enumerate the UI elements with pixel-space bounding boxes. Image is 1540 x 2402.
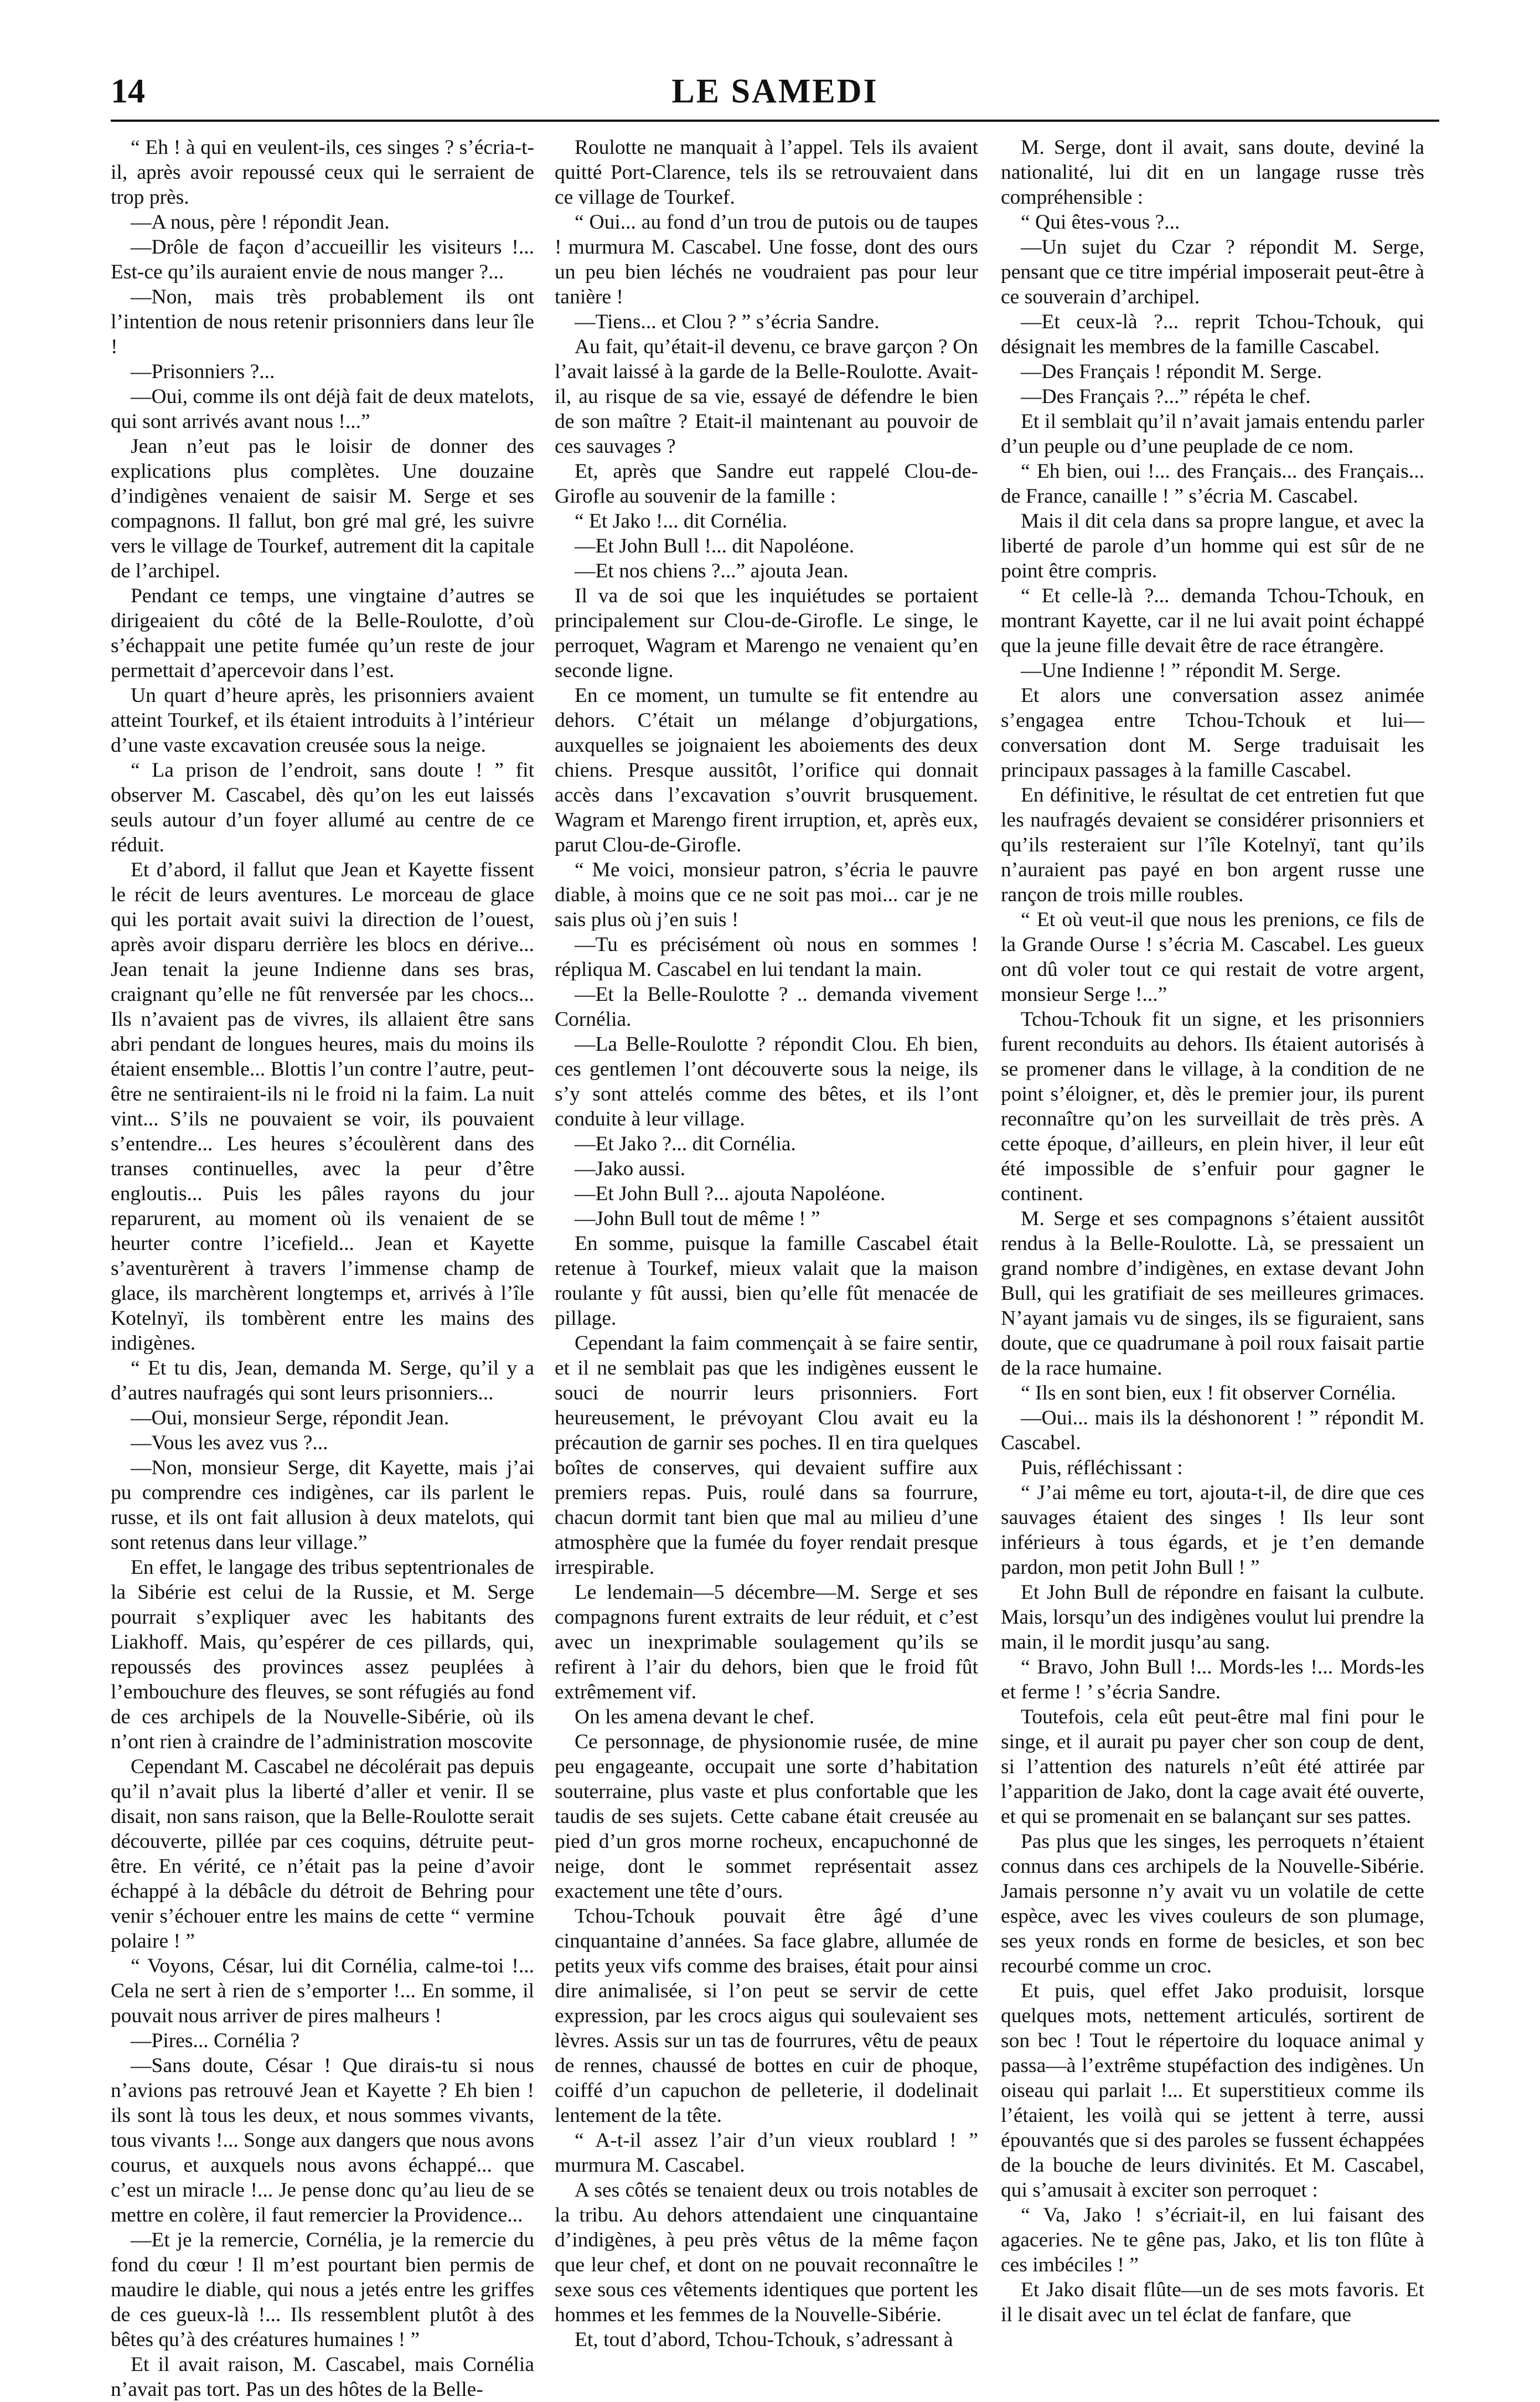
paragraph: —Et John Bull !... dit Napoléone. xyxy=(575,535,855,557)
paragraph: Ce personnage, de physionomie rusée, de mine peu engageante, occupait une sorte d’habitation souterraine, plus vaste et plus confortable que les taudis de ses sujets. Cette cabane était creusée au pied d’un gros morne rocheux, encapuchonné de neige, dont le sommet représentait assez exactement une tête d’ours. xyxy=(555,1731,978,1903)
text-column-2 xyxy=(555,135,978,2351)
paragraph: “ Voyons, César, lui dit Cornélia, calme-toi !... Cela ne sert à rien de s’emporter !... En somme, il pouvait nous arriver de pires malheurs ! xyxy=(111,1955,534,2027)
paragraph: —Et je la remercie, Cornélia, je la remercie du fond du cœur ! Il m’est pourtant bien permis de maudire le diable, qui nous a jetés entre les griffes de ces gueux-là !... Ils ressemblent plutôt à des bêtes qu’à des créatures humaines ! ” xyxy=(111,2229,534,2351)
paragraph: “ Eh bien, oui !... des Français... des Français... de France, canaille ! ” s’écria M. Cascabel. xyxy=(1001,460,1424,508)
page-number: 14 xyxy=(111,73,145,110)
paragraph: En somme, puisque la famille Cascabel était retenue à Tourkef, mieux valait que la maison roulante y fût aussi, bien qu’elle fût menacée de pillage. xyxy=(555,1232,978,1330)
paragraph: Toutefois, cela eût peut-être mal fini pour le singe, et il aurait pu payer cher son coup de dent, si l’attention des naturels n’eût été attirée par l’apparition de Jako, dont la cage avait été ouverte, et qui se promenait en se balançant sur ses pattes. xyxy=(1001,1706,1424,1828)
paragraph: —Prisonniers ?... xyxy=(131,360,275,383)
paragraph: En définitive, le résultat de cet entretien fut que les naufragés devaient se considérer prisonniers et qu’ils resteraient sur l’île Kotelnyï, tant qu’ils n’auraient pas payé en bon argent russe une rançon de trois mille roubles. xyxy=(1001,784,1424,906)
paragraph: Le lendemain—5 décembre—M. Serge et ses compagnons furent extraits de leur réduit, et c’est avec un inexprimable soulagement qu’ils se refirent à l’air du dehors, bien que le froid fût extrêmement vif. xyxy=(555,1581,978,1703)
paragraph: —Et ceux-là ?... reprit Tchou-Tchouk, qui désignait les membres de la famille Cascabel. xyxy=(1001,311,1424,358)
paragraph: Et puis, quel effet Jako produisit, lorsque quelques mots, nettement articulés, sortirent de son bec ! Tout le répertoire du loquace animal y passa—à l’extrême stupéfaction des indigènes. Un oiseau qui parlait !... Et superstitieux comme ils l’étaient, les voilà qui se jettent à terre, aussi épouvantés que si des paroles se fussent échappées de la bouche de leurs divinités. Et M. Cascabel, qui s’amusait à exciter son perroquet : xyxy=(1001,1980,1424,2202)
paragraph: M. Serge, dont il avait, sans doute, deviné la nationalité, lui dit en un langage russe très compréhensible : xyxy=(1001,136,1424,209)
publication-title: LE SAMEDI xyxy=(671,73,878,110)
paragraph: “ Et Jako !... dit Cornélia. xyxy=(575,510,788,533)
paragraph: “ Et tu dis, Jean, demanda M. Serge, qu’il y a d’autres naufragés qui sont leurs prisonniers... xyxy=(111,1357,534,1404)
paragraph: Mais il dit cela dans sa propre langue, et avec la liberté de parole d’un homme qui est sûr de ne point être compris. xyxy=(1001,510,1424,582)
paragraph: M. Serge et ses compagnons s’étaient aussitôt rendus à la Belle-Roulotte. Là, se pressaient un grand nombre d’indigènes, en extase devant John Bull, qui les gratifiait de ses meilleures grimaces. N’ayant jamais vu de singes, ils se figuraient, sans doute, que ce quadrumane à poil roux faisait partie de la race humaine. xyxy=(1001,1207,1424,1380)
paragraph: Pas plus que les singes, les perroquets n’étaient connus dans ces archipels de la Nouvelle-Sibérie. Jamais personne n’y avait vu un volatile de cette espèce, avec les vives couleurs de son plumage, ses yeux ronds en forme de besicles, et son bec recourbé comme un croc. xyxy=(1001,1830,1424,1977)
paragraph: —Tiens... et Clou ? ” s’écria Sandre. xyxy=(575,311,880,333)
paragraph: —Et John Bull ?... ajouta Napoléone. xyxy=(575,1182,886,1205)
paragraph: “ Bravo, John Bull !... Mords-les !... Mords-les et ferme ! ’ s’écria Sandre. xyxy=(1001,1656,1424,1703)
paragraph: “ Me voici, monsieur patron, s’écria le pauvre diable, à moins que ce ne soit pas moi... car je ne sais plus où j’en suis ! xyxy=(555,859,978,931)
paragraph: —Non, mais très probablement ils ont l’intention de nous retenir prisonniers dans leur île ! xyxy=(111,286,534,358)
text-column-1 xyxy=(111,135,534,2401)
paragraph: —Drôle de façon d’accueillir les visiteurs !... Est-ce qu’ils auraient envie de nous manger ?... xyxy=(111,236,534,283)
paragraph: “ Eh ! à qui en veulent-ils, ces singes ? s’écria-t-il, après avoir repoussé ceux qui le serraient de trop près. xyxy=(111,136,534,209)
paragraph: “ La prison de l’endroit, sans doute ! ” fit observer M. Cascabel, dès qu’on les eut laissés seuls autour d’un foyer allumé au centre de ce réduit. xyxy=(111,759,534,856)
paragraph: Tchou-Tchouk pouvait être âgé d’une cinquantaine d’années. Sa face glabre, allumée de petits yeux vifs comme des braises, était pour ainsi dire animalisée, si l’on peut se servir de cette expression, par les crocs aigus qui soulevaient ses lèvres. Assis sur un tas de fourrures, vêtu de peaux de rennes, chaussé de bottes en cuir de phoque, coiffé d’un capuchon de pelleterie, il dodelinait lentement de la tête. xyxy=(555,1905,978,2127)
paragraph: “ A-t-il assez l’air d’un vieux roublard ! ” murmura M. Cascabel. xyxy=(555,2129,978,2177)
paragraph: —Des Français ! répondit M. Serge. xyxy=(1021,360,1322,383)
paragraph: “ Va, Jako ! s’écriait-il, en lui faisant des agaceries. Ne te gêne pas, Jako, et lis ton flûte à ces imbéciles ! ” xyxy=(1001,2204,1424,2276)
paragraph: Et John Bull de répondre en faisant la culbute. Mais, lorsqu’un des indigènes voulut lui prendre la main, il le mordit jusqu’au sang. xyxy=(1001,1581,1424,1654)
paragraph: —Pires... Cornélia ? xyxy=(131,2029,300,2052)
paragraph: Jean n’eut pas le loisir de donner des explications plus complètes. Une douzaine d’indigènes venaient de saisir M. Serge et ses compagnons. Il fallut, bon gré mal gré, les suivre vers le village de Tourkef, autrement dit la capitale de l’archipel. xyxy=(111,435,534,582)
paragraph: —Non, monsieur Serge, dit Kayette, mais j’ai pu comprendre ces indigènes, car ils parlent le russe, et ils ont fait allusion à deux matelots, qui sont retenus dans leur village.” xyxy=(111,1456,534,1554)
paragraph: “ Et celle-là ?... demanda Tchou-Tchouk, en montrant Kayette, car il ne lui avait point échappé que la jeune fille devait être de race étrangère. xyxy=(1001,585,1424,657)
page-header xyxy=(111,66,1439,116)
header-rule xyxy=(111,120,1439,122)
paragraph: Et d’abord, il fallut que Jean et Kayette fissent le récit de leurs aventures. Le morceau de glace qui les portait avait suivi la direction de l’ouest, après avoir disparu derrière les blocs en dérive... Jean tenait la jeune Indienne dans ses bras, craignant qu’elle ne fût renversée par les chocs... Ils n’avaient pas de vivres, ils allaient être sans abri pendant de longues heures, mais du moins ils étaient ensemble... Blottis l’un contre l’autre, peut-être ne sentiraient-ils ni le froid ni la faim. La nuit vint... S’ils ne pouvaient se voir, ils pouvaient s’entendre... Les heures s’écoulèrent dans des transes continuelles, avec la peur d’être engloutis... Puis les pâles rayons du jour reparurent, au moment où ils venaient de se heurter contre l’icefield... Jean et Kayette s’aventurèrent à travers l’immense champ de glace, ils marchèrent longtemps et, arrivés à l’île Kotelnyï, ils tombèrent entre les mains des indigènes. xyxy=(111,859,534,1355)
paragraph: Au fait, qu’était-il devenu, ce brave garçon ? On l’avait laissé à la garde de la Belle-Roulotte. Avait-il, au risque de sa vie, essayé de défendre le bien de son maître ? Etait-il maintenant au pouvoir de ces sauvages ? xyxy=(555,335,978,458)
paragraph: Pendant ce temps, une vingtaine d’autres se dirigeaient du côté de la Belle-Roulotte, d’où s’échappait une petite fumée qu’un reste de jour permettait d’apercevoir dans l’est. xyxy=(111,585,534,682)
paragraph: Tchou-Tchouk fit un signe, et les prisonniers furent reconduits au dehors. Ils étaient autorisés à se promener dans le village, à la condition de ne point s’éloigner, et, dès le premier jour, ils purent reconnaître qu’on les surveillait de très près. A cette époque, d’ailleurs, en plein hiver, il leur eût été impossible de s’enfuir pour gagner le continent. xyxy=(1001,1008,1424,1205)
paragraph: “ Oui... au fond d’un trou de putois ou de taupes ! murmura M. Cascabel. Une fosse, dont des ours un peu bien léchés ne voudraient pas pour leur tanière ! xyxy=(555,211,978,308)
paragraph: —Et nos chiens ?...” ajouta Jean. xyxy=(575,560,849,582)
paragraph: On les amena devant le chef. xyxy=(575,1706,815,1728)
paragraph: Et alors une conversation assez animée s’engagea entre Tchou-Tchouk et lui—conversation dont M. Serge traduisait les principaux passages à la famille Cascabel. xyxy=(1001,684,1424,782)
paragraph: A ses côtés se tenaient deux ou trois notables de la tribu. Au dehors attendaient une cinquantaine d’indigènes, à peu près vêtus de la même façon que leur chef, et dont on ne pouvait reconnaître le sexe sous ces vêtements identiques que portent les hommes et les femmes de la Nouvelle-Sibérie. xyxy=(555,2179,978,2326)
paragraph: Et, tout d’abord, Tchou-Tchouk, s’adressant à xyxy=(575,2328,953,2351)
paragraph: Et Jako disait flûte—un de ses mots favoris. Et il le disait avec un tel éclat de fanfare, que xyxy=(1001,2279,1424,2326)
paragraph: Roulotte ne manquait à l’appel. Tels ils avaient quitté Port-Clarence, tels ils se retrouvaient dans ce village de Tourkef. xyxy=(555,136,978,209)
paragraph: —Et Jako ?... dit Cornélia. xyxy=(575,1133,796,1155)
paragraph: —Oui, comme ils ont déjà fait de deux matelots, qui sont arrivés avant nous !...” xyxy=(111,385,534,433)
paragraph: —Vous les avez vus ?... xyxy=(131,1432,328,1454)
paragraph: En effet, le langage des tribus septentrionales de la Sibérie est celui de la Russie, et M. Serge pourrait s’expliquer avec les habitants des Liakhoff. Mais, qu’espérer de ces pillards, qui, repoussés des provinces assez peuplées à l’embouchure des fleuves, se sont réfugiés au fond de ces archipels de la Nouvelle-Sibérie, où ils n’ont rien à craindre de l’administration moscovite xyxy=(111,1556,534,1753)
paragraph: En ce moment, un tumulte se fit entendre au dehors. C’était un mélange d’objurgations, auxquelles se joignaient les aboiements des deux chiens. Presque aussitôt, l’orifice qui donnait accès dans l’excavation s’ouvrit brusquement. Wagram et Marengo firent irruption, et, après eux, parut Clou-de-Girofle. xyxy=(555,684,978,856)
paragraph: —Tu es précisément où nous en sommes ! répliqua M. Cascabel en lui tendant la main. xyxy=(555,933,978,981)
text-column-3 xyxy=(1001,135,1424,2326)
paragraph: “ Qui êtes-vous ?... xyxy=(1021,211,1180,234)
paragraph: —Un sujet du Czar ? répondit M. Serge, pensant que ce titre impérial imposerait peut-être à ce souverain d’archipel. xyxy=(1001,236,1424,308)
paragraph: —Jako aussi. xyxy=(575,1158,685,1180)
paragraph: Et, après que Sandre eut rappelé Clou-de-Girofle au souvenir de la famille : xyxy=(555,460,978,508)
paragraph: —Oui... mais ils la déshonorent ! ” répondit M. Cascabel. xyxy=(1001,1407,1424,1454)
paragraph: “ Ils en sont bien, eux ! fit observer Cornélia. xyxy=(1021,1382,1396,1404)
paragraph: Il va de soi que les inquiétudes se portaient principalement sur Clou-de-Girofle. Le singe, le perroquet, Wagram et Marengo ne venaient qu’en seconde ligne. xyxy=(555,585,978,682)
paragraph: “ Et où veut-il que nous les prenions, ce fils de la Grande Ourse ! s’écria M. Cascabel. Les gueux ont dû voler tout ce qui restait de votre argent, monsieur Serge !...” xyxy=(1001,908,1424,1006)
paragraph: —La Belle-Roulotte ? répondit Clou. Eh bien, ces gentlemen l’ont découverte sous la neige, ils s’y sont attelés comme des bêtes, et ils l’ont conduite à leur village. xyxy=(555,1033,978,1130)
paragraph: —John Bull tout de même ! ” xyxy=(575,1207,820,1230)
paragraph: —Et la Belle-Roulotte ? .. demanda vivement Cornélia. xyxy=(555,983,978,1031)
paragraph: Un quart d’heure après, les prisonniers avaient atteint Tourkef, et ils étaient introduits à l’intérieur d’une vaste excavation creusée sous la neige. xyxy=(111,684,534,757)
paragraph: —Des Français ?...” répéta le chef. xyxy=(1021,385,1311,408)
paragraph: “ J’ai même eu tort, ajouta-t-il, de dire que ces sauvages étaient des singes ! Ils leur sont inférieurs à tous égards, et je t’en demande pardon, mon petit John Bull ! ” xyxy=(1001,1481,1424,1579)
paragraph: —Une Indienne ! ” répondit M. Serge. xyxy=(1021,659,1341,682)
paragraph: —Sans doute, César ! Que dirais-tu si nous n’avions pas retrouvé Jean et Kayette ? Eh bien ! ils sont là tous les deux, et nous sommes vivants, tous vivants !... Songe aux dangers que nous avons courus, et auxquels nous avons échappé... que c’est un miracle !... Je pense donc qu’au lieu de se mettre en colère, il faut remercier la Providence... xyxy=(111,2054,534,2227)
paragraph: Et il avait raison, M. Cascabel, mais Cornélia n’avait pas tort. Pas un des hôtes de la Belle- xyxy=(111,2353,534,2401)
paragraph: —A nous, père ! répondit Jean. xyxy=(131,211,390,234)
paragraph: Cependant la faim commençait à se faire sentir, et il ne semblait pas que les indigènes eussent le souci de nourrir leurs prisonniers. Fort heureusement, le prévoyant Clou avait eu la précaution de garnir ses poches. Il en tira quelques boîtes de conserves, qui devaient suffire aux premiers repas. Puis, roulé dans sa fourrure, chacun dormit tant bien que mal au milieu d’une atmosphère que la fumée du foyer rendait presque irrespirable. xyxy=(555,1332,978,1579)
paragraph: Puis, réfléchissant : xyxy=(1021,1456,1183,1479)
paragraph: Cependant M. Cascabel ne décolérait pas depuis qu’il n’avait plus la liberté d’aller et venir. Il se disait, non sans raison, que la Belle-Roulotte serait découverte, pillée par ces coquins, détruite peut-être. En vérité, ce n’était pas la peine d’avoir échappé à la débâcle du détroit de Behring pour venir s’échouer entre les mains de cette “ vermine polaire ! ” xyxy=(111,1755,534,1952)
paragraph: —Oui, monsieur Serge, répondit Jean. xyxy=(131,1407,449,1429)
paragraph: Et il semblait qu’il n’avait jamais entendu parler d’un peuple ou d’une peuplade de ce nom. xyxy=(1001,410,1424,458)
